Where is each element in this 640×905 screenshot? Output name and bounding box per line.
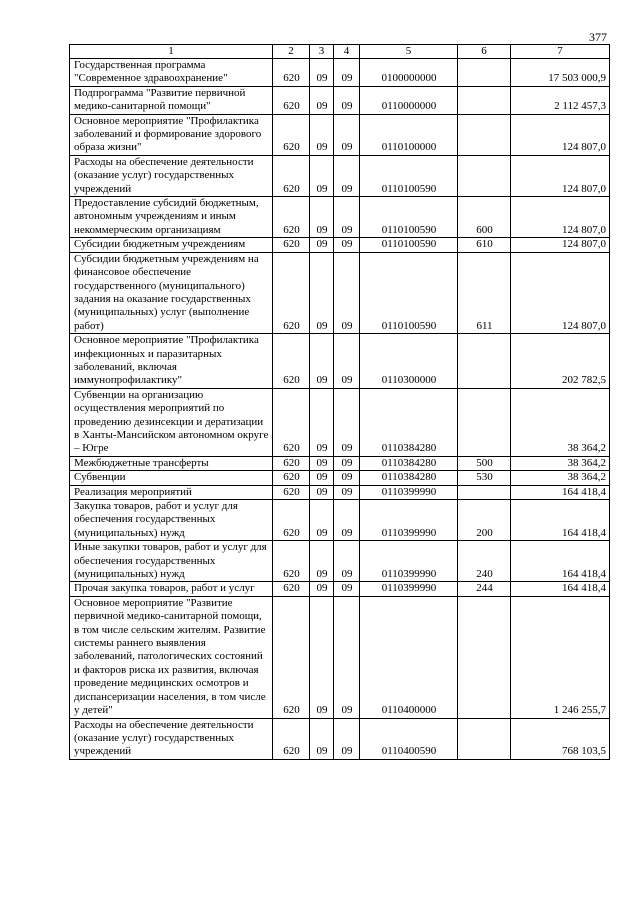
row-name-cell: Иные закупки товаров, работ и услуг для обеспечения государственных (муниципальных) нужд: [70, 541, 273, 582]
table-row: [70, 541, 610, 582]
row-amount-cell: 164 418,4: [511, 485, 610, 499]
row-expense-type-cell: 530: [458, 471, 511, 485]
row-name-cell: Расходы на обеспечение деятельности (оказание услуг) государственных учреждений: [70, 718, 273, 759]
row-amount-cell: 124 807,0: [511, 252, 610, 333]
row-amount-cell: 124 807,0: [511, 197, 610, 238]
row-target-article-cell: 0110300000: [360, 334, 458, 389]
row-amount-cell: 38 364,2: [511, 471, 610, 485]
row-target-article-cell: 0110384280: [360, 471, 458, 485]
row-grbs-cell: 620: [273, 252, 310, 333]
row-target-article-cell: 0110000000: [360, 86, 458, 114]
header-row: [70, 45, 610, 59]
row-section-cell: 09: [310, 582, 334, 596]
row-target-article-cell: 0110100590: [360, 155, 458, 196]
row-section-cell: 09: [310, 471, 334, 485]
row-name-cell: Реализация мероприятий: [70, 485, 273, 499]
row-name-cell: Расходы на обеспечение деятельности (оказание услуг) государственных учреждений: [70, 155, 273, 196]
budget-table: [69, 44, 610, 760]
row-expense-type-cell: [458, 718, 511, 759]
row-subsection-cell: 09: [334, 334, 360, 389]
row-target-article-cell: 0110384280: [360, 456, 458, 470]
row-name-cell: Подпрограмма "Развитие первичной медико-санитарной помощи": [70, 86, 273, 114]
row-grbs-cell: 620: [273, 596, 310, 718]
row-amount-cell: 164 418,4: [511, 582, 610, 596]
table-row: [70, 334, 610, 389]
row-name-cell: Предоставление субсидий бюджетным, автономным учреждениям и иным некоммерческим организациям: [70, 197, 273, 238]
row-subsection-cell: 09: [334, 596, 360, 718]
table-row: [70, 86, 610, 114]
row-grbs-cell: 620: [273, 541, 310, 582]
row-subsection-cell: 09: [334, 59, 360, 87]
column-header: 3: [310, 45, 334, 59]
row-target-article-cell: 0110100590: [360, 252, 458, 333]
row-grbs-cell: 620: [273, 155, 310, 196]
row-amount-cell: 124 807,0: [511, 155, 610, 196]
row-expense-type-cell: [458, 485, 511, 499]
row-name-cell: Субсидии бюджетным учреждениям на финансовое обеспечение государственного (муниципального) задания на оказание государственных (муниципальных) услуг (выполнение работ): [70, 252, 273, 333]
row-section-cell: 09: [310, 456, 334, 470]
row-grbs-cell: 620: [273, 197, 310, 238]
row-expense-type-cell: 600: [458, 197, 511, 238]
row-grbs-cell: 620: [273, 238, 310, 252]
row-subsection-cell: 09: [334, 114, 360, 155]
row-name-cell: Субсидии бюджетным учреждениям: [70, 238, 273, 252]
row-amount-cell: 768 103,5: [511, 718, 610, 759]
row-expense-type-cell: 610: [458, 238, 511, 252]
column-header: 1: [70, 45, 273, 59]
row-subsection-cell: 09: [334, 388, 360, 456]
row-expense-type-cell: [458, 59, 511, 87]
row-grbs-cell: 620: [273, 485, 310, 499]
row-grbs-cell: 620: [273, 471, 310, 485]
row-grbs-cell: 620: [273, 456, 310, 470]
row-section-cell: 09: [310, 500, 334, 541]
table-row: [70, 59, 610, 87]
row-subsection-cell: 09: [334, 471, 360, 485]
row-name-cell: Государственная программа "Современное здравоохранение": [70, 59, 273, 87]
row-amount-cell: 164 418,4: [511, 500, 610, 541]
row-expense-type-cell: 500: [458, 456, 511, 470]
row-target-article-cell: 0110399990: [360, 541, 458, 582]
column-header: 4: [334, 45, 360, 59]
row-name-cell: Основное мероприятие "Развитие первичной медико-санитарной помощи, в том числе сельским жителям. Развитие системы раннего выявления заболеваний, патологических состояний и факторов риска их развития, включая проведение медицинских осмотров и диспансеризации населения, в том числе у детей": [70, 596, 273, 718]
row-section-cell: 09: [310, 334, 334, 389]
row-name-cell: Субвенции: [70, 471, 273, 485]
column-header: 2: [273, 45, 310, 59]
row-grbs-cell: 620: [273, 86, 310, 114]
table-row: [70, 114, 610, 155]
row-target-article-cell: 0110384280: [360, 388, 458, 456]
row-section-cell: 09: [310, 197, 334, 238]
row-subsection-cell: 09: [334, 718, 360, 759]
row-subsection-cell: 09: [334, 252, 360, 333]
table-row: [70, 238, 610, 252]
row-grbs-cell: 620: [273, 334, 310, 389]
page-number: 377: [589, 30, 607, 44]
row-target-article-cell: 0110100590: [360, 197, 458, 238]
row-subsection-cell: 09: [334, 197, 360, 238]
column-header: 7: [511, 45, 610, 59]
table-row: [70, 388, 610, 456]
table-row: [70, 456, 610, 470]
row-expense-type-cell: [458, 334, 511, 389]
row-amount-cell: 202 782,5: [511, 334, 610, 389]
row-section-cell: 09: [310, 388, 334, 456]
row-grbs-cell: 620: [273, 114, 310, 155]
column-header: 6: [458, 45, 511, 59]
row-section-cell: 09: [310, 252, 334, 333]
table-row: [70, 718, 610, 759]
row-expense-type-cell: [458, 86, 511, 114]
row-name-cell: Основное мероприятие "Профилактика заболеваний и формирование здорового образа жизни": [70, 114, 273, 155]
row-amount-cell: 38 364,2: [511, 388, 610, 456]
row-section-cell: 09: [310, 155, 334, 196]
row-target-article-cell: 0110400000: [360, 596, 458, 718]
row-grbs-cell: 620: [273, 582, 310, 596]
row-target-article-cell: 0110100590: [360, 238, 458, 252]
table-row: [70, 155, 610, 196]
table-row: [70, 252, 610, 333]
column-header: 5: [360, 45, 458, 59]
row-expense-type-cell: [458, 596, 511, 718]
row-target-article-cell: 0110399990: [360, 485, 458, 499]
row-subsection-cell: 09: [334, 500, 360, 541]
row-subsection-cell: 09: [334, 155, 360, 196]
row-subsection-cell: 09: [334, 456, 360, 470]
table-row: [70, 582, 610, 596]
row-expense-type-cell: [458, 155, 511, 196]
row-expense-type-cell: [458, 388, 511, 456]
row-name-cell: Закупка товаров, работ и услуг для обеспечения государственных (муниципальных) нужд: [70, 500, 273, 541]
row-target-article-cell: 0110100000: [360, 114, 458, 155]
row-grbs-cell: 620: [273, 718, 310, 759]
table-row: [70, 485, 610, 499]
row-target-article-cell: 0110399990: [360, 500, 458, 541]
row-expense-type-cell: 200: [458, 500, 511, 541]
row-section-cell: 09: [310, 541, 334, 582]
row-amount-cell: 1 246 255,7: [511, 596, 610, 718]
row-subsection-cell: 09: [334, 86, 360, 114]
row-expense-type-cell: 240: [458, 541, 511, 582]
table-row: [70, 197, 610, 238]
row-name-cell: Прочая закупка товаров, работ и услуг: [70, 582, 273, 596]
row-target-article-cell: 0110400590: [360, 718, 458, 759]
row-expense-type-cell: 611: [458, 252, 511, 333]
row-section-cell: 09: [310, 59, 334, 87]
row-name-cell: Межбюджетные трансферты: [70, 456, 273, 470]
row-expense-type-cell: 244: [458, 582, 511, 596]
row-section-cell: 09: [310, 485, 334, 499]
table-row: [70, 500, 610, 541]
row-amount-cell: 17 503 000,9: [511, 59, 610, 87]
row-amount-cell: 124 807,0: [511, 114, 610, 155]
row-section-cell: 09: [310, 596, 334, 718]
table-row: [70, 596, 610, 718]
row-amount-cell: 164 418,4: [511, 541, 610, 582]
row-subsection-cell: 09: [334, 238, 360, 252]
row-section-cell: 09: [310, 718, 334, 759]
row-section-cell: 09: [310, 238, 334, 252]
row-subsection-cell: 09: [334, 541, 360, 582]
row-subsection-cell: 09: [334, 582, 360, 596]
row-grbs-cell: 620: [273, 388, 310, 456]
row-amount-cell: 124 807,0: [511, 238, 610, 252]
row-target-article-cell: 0100000000: [360, 59, 458, 87]
table-row: [70, 471, 610, 485]
row-amount-cell: 2 112 457,3: [511, 86, 610, 114]
row-section-cell: 09: [310, 86, 334, 114]
row-grbs-cell: 620: [273, 59, 310, 87]
row-target-article-cell: 0110399990: [360, 582, 458, 596]
row-expense-type-cell: [458, 114, 511, 155]
row-name-cell: Субвенции на организацию осуществления мероприятий по проведению дезинсекции и дератизации в Ханты-Мансийском автономном округе – Югре: [70, 388, 273, 456]
row-subsection-cell: 09: [334, 485, 360, 499]
row-name-cell: Основное мероприятие "Профилактика инфекционных и паразитарных заболеваний, включая иммунопрофилактику": [70, 334, 273, 389]
row-grbs-cell: 620: [273, 500, 310, 541]
row-amount-cell: 38 364,2: [511, 456, 610, 470]
row-section-cell: 09: [310, 114, 334, 155]
